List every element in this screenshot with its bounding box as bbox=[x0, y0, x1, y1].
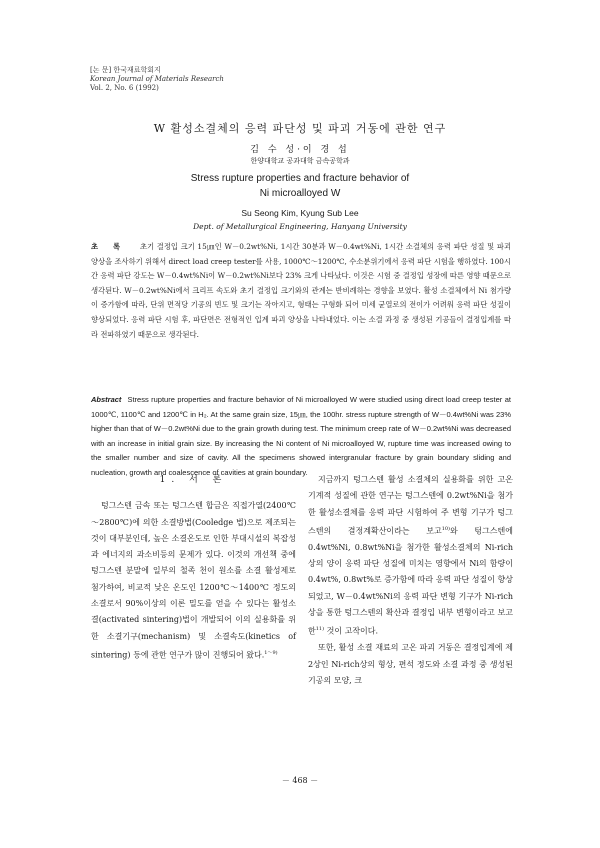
affiliation-korean: 한양대학교 공과대학 금속공학과 bbox=[250, 157, 350, 165]
left-column bbox=[91, 472, 296, 664]
intro-paragraph-2-text-a: 지금까지 텅그스텐 활성 소결체의 실용화를 위한 고온 기계적 성질에 관한 연구는 텅그스텐에 0.2wt%Ni을 첨가한 활성소결체를 응력 파단 시험하여 주 변형 기구가 텅그스텐의 결정계확산이라는 보고 bbox=[308, 475, 513, 536]
intro-ref-11: 11) bbox=[315, 626, 325, 633]
intro-paragraph-3: 또한, 활성 소결 재료의 고온 파괴 거동은 결정입계에 제2상인 Ni-rich상의 형상, 편석 정도와 소결 과정 중 생성된 기공의 모양, 크 bbox=[308, 643, 513, 685]
intro-ref-10: 10) bbox=[441, 525, 451, 532]
title-english-line1: Stress rupture properties and fracture behavior of bbox=[190, 173, 410, 184]
abstract-korean bbox=[91, 240, 511, 342]
paper-title-korean: W 활성소결체의 응력 파단성 및 파괴 거동에 관한 연구 bbox=[153, 122, 447, 135]
abstract-english bbox=[91, 393, 511, 480]
intro-paragraph-1 bbox=[91, 498, 296, 664]
journal-header bbox=[90, 66, 224, 93]
intro-paragraph-2 bbox=[308, 472, 513, 640]
page-number: － 468 － bbox=[281, 776, 319, 785]
title-english-line2: Ni microalloyed W bbox=[259, 188, 341, 199]
abstract-english-text: Stress rupture properties and fracture behavior of Ni microalloyed W were studied using direct load creep tester at 1000℃, 1100℃ and 1200℃ in H₂. At the same grain size, 15㎛, the 100hr. stress rupture strength of W－0.4wt%Ni was 23% higher than that of W－0.2wt%Ni due to the grain growth during test. The minimum creep rate of W－0.2wt%Ni was decreased with an increase in initial grain size. By increasing the Ni content of Ni microalloyed W, rupture time was increased owing to the smaller number and size of cavity. All the specimens showed intergranular fracture by grain boundary sliding and nucleation, growth and coalescence of cavities at grain boundary. bbox=[91, 395, 511, 477]
authors-english: Su Seong Kim, Kyung Sub Lee bbox=[241, 208, 359, 218]
right-column bbox=[308, 472, 513, 689]
intro-ref-1: 1～9) bbox=[264, 649, 278, 656]
abstract-korean-label: 초 록 bbox=[91, 242, 127, 251]
abstract-english-label: Abstract bbox=[91, 395, 122, 404]
authors-korean: 김 수 성·이 경 섭 bbox=[250, 145, 350, 155]
journal-volume: Vol. 2, No. 6 (1992) bbox=[90, 84, 159, 92]
section-heading-introduction: 1. 서 론 bbox=[159, 475, 228, 485]
intro-paragraph-2-text-b: 와 텅그스텐에 0.4wt%Ni, 0.8wt%Ni을 첨가한 활성소결체의 Ni-rich상의 양이 응력 파단 성질에 미치는 영향에서 Ni의 함량이 0.4wt%, 0.8wt%로 증가함에 따라 응력 파단 성질이 향상되었고, W－0.4wt%Ni의 응력 파단 변형 기구가 Ni-rich상을 통한 텅그스텐의 확산과 결정입 내부 변형이라고 보고한 bbox=[308, 526, 513, 636]
abstract-korean-text: 초기 결정입 크기 15㎛인 W－0.2wt%Ni, 1시간 30분과 W－0.4wt%Ni, 1시간 소결체의 응력 파단 성질 및 파괴 양상을 조사하기 위해서 direct load creep tester를 사용, 1000℃～1200℃, 수소분위기에서 응력 파단 시험을 행하였다. 100시간 응력 파단 강도는 W－0.4wt%Ni이 W－0.2wt%Ni보다 23% 크게 나타났다. 이것은 시험 중 결정입 성장에 따른 영향 때문으로 생각된다. W－0.2wt%Ni에서 크리프 속도와 초기 결정입 크기와의 관계는 반비례하는 경향을 보였다. 활성 소결체에서 Ni 첨가량이 증가함에 따라, 단위 면적당 기공의 빈도 및 크기는 작아지고, 형태는 구형화 되어 미세 균열로의 전이가 어려워 응력 파단 성질이 향상되었다. 응력 파단 시험 후, 파단면은 전형적인 입계 파괴 양상을 나타내었다. 이는 소결 과정 중 생성된 기공들이 결정입계를 따라 전파하였기 때문으로 생각된다. bbox=[91, 242, 511, 339]
intro-paragraph-1-text: 텅그스텐 금속 또는 텅그스텐 합금은 직접가열(2400℃～2800℃)에 의한 소결방법(Cooledge 법)으로 제조되는 것이 대부분인데, 높은 소결온도로 인한 부대시설의 복잡성과 에너지의 과소비등의 문제가 있다. 이것의 개선책 중에 텅그스텐 분말에 일부의 철족 천이 원소를 소결 활성제로 첨가하여, 비교적 낮은 온도인 1200℃～1400℃ 정도의 소결로서 90%이상의 이론 밀도를 얻을 수 있다는 활성소결(activated sintering)법이 개발되어 이의 실용화를 위한 소결기구(mechanism) 및 소결속도(kinetics of sintering) 등에 관한 연구가 많이 진행되어 왔다. bbox=[91, 501, 296, 660]
intro-paragraph-2-text-c: 것이 고작이다. bbox=[324, 626, 379, 636]
affiliation-english: Dept. of Metallurgical Engineering, Hanyang University bbox=[193, 222, 407, 231]
journal-english-name: Korean Journal of Materials Research bbox=[90, 75, 224, 83]
journal-korean-name: [논 문] 한국재료학회지 bbox=[90, 66, 161, 74]
paper-title-english bbox=[0, 171, 600, 201]
